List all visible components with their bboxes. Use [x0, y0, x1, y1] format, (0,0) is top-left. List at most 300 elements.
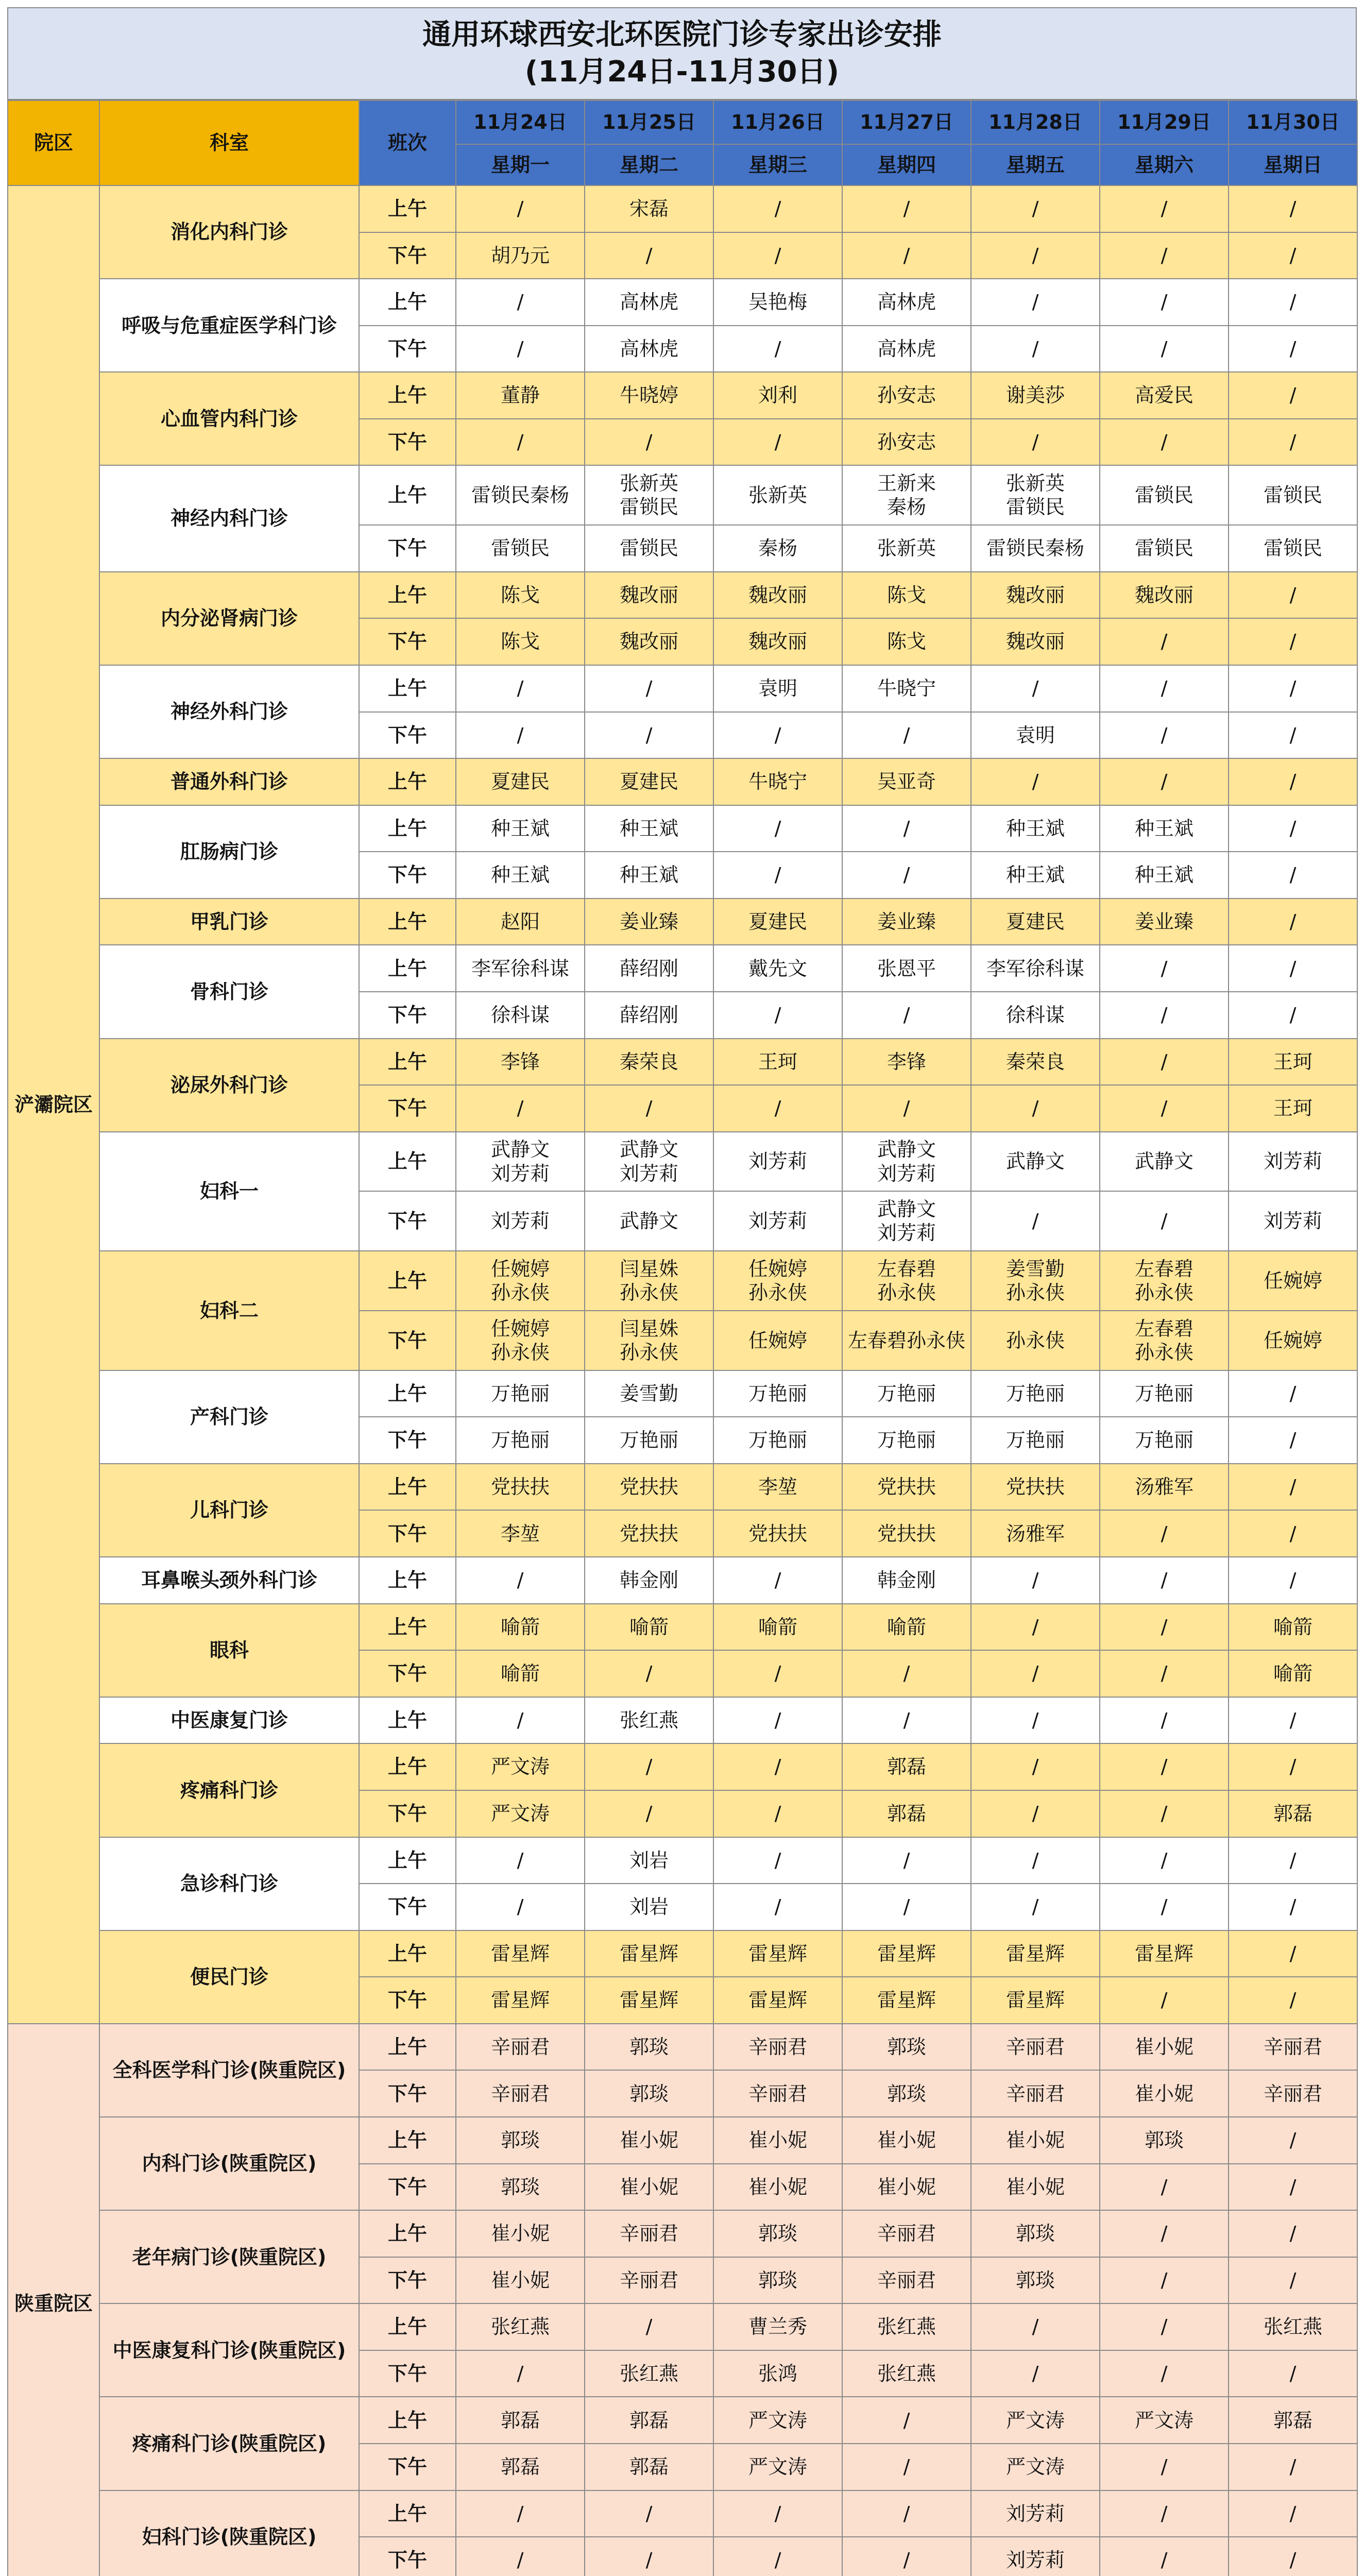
doctor-cell: /	[1100, 712, 1229, 759]
doctor-cell: /	[713, 185, 842, 232]
department-cell: 神经外科门诊	[99, 665, 359, 758]
shift-cell: 上午	[359, 1039, 456, 1086]
doctor-name-line: 孙永侠	[490, 1281, 550, 1304]
doctor-cell: 汤雅军	[1100, 1464, 1229, 1511]
doctor-cell: /	[1229, 805, 1357, 852]
doctor-cell: 王珂	[1229, 1085, 1357, 1132]
doctor-cell: 雷星辉	[585, 1930, 713, 1977]
doctor-cell: 严文涛	[713, 2444, 842, 2490]
doctor-cell: /	[456, 1085, 585, 1132]
doctor-cell: 郭琰	[713, 2210, 842, 2257]
doctor-cell: /	[842, 232, 971, 279]
shift-cell: 下午	[359, 1510, 456, 1557]
doctor-cell: 雷锁民	[1100, 525, 1229, 572]
header-weekday: 星期日	[1229, 144, 1357, 185]
doctor-cell: 雷星辉	[971, 1930, 1100, 1977]
doctor-cell: /	[1100, 2210, 1229, 2257]
doctor-cell: 王珂	[1229, 1039, 1357, 1086]
doctor-cell: /	[1100, 1884, 1229, 1930]
schedule-row	[8, 805, 1357, 852]
doctor-name-line: 左春碧	[1134, 1257, 1194, 1280]
doctor-cell	[842, 1191, 971, 1251]
doctor-cell: 喻箭	[713, 1604, 842, 1651]
doctor-cell: 袁明	[713, 665, 842, 712]
doctor-cell: /	[1229, 2350, 1357, 2397]
department-cell: 消化内科门诊	[99, 185, 359, 279]
doctor-cell: 喻箭	[456, 1650, 585, 1697]
department-cell: 心血管内科门诊	[99, 372, 359, 465]
doctor-cell: /	[1100, 185, 1229, 232]
shift-cell: 下午	[359, 232, 456, 279]
doctor-cell: 雷星辉	[842, 1930, 971, 1977]
doctor-name-line: 孙永侠	[1134, 1341, 1194, 1364]
doctor-cell	[842, 465, 971, 525]
doctor-cell: /	[971, 1085, 1100, 1132]
doctor-cell: 种王斌	[971, 805, 1100, 852]
doctor-cell: 秦荣良	[971, 1039, 1100, 1086]
campus-char: 浐	[14, 1093, 34, 1116]
doctor-cell: 李堃	[456, 1510, 585, 1557]
doctor-cell: 李军徐科谋	[971, 945, 1100, 992]
schedule-row	[8, 2397, 1357, 2444]
doctor-cell: 郭磊	[1229, 2397, 1357, 2444]
doctor-cell: 高林虎	[842, 279, 971, 326]
doctor-cell: 辛丽君	[971, 2070, 1100, 2117]
header-weekday: 星期三	[713, 144, 842, 185]
doctor-cell: 刘芳莉	[713, 1191, 842, 1251]
doctor-name-line: 王新来	[877, 471, 936, 495]
doctor-cell: 吴亚奇	[842, 758, 971, 805]
doctor-cell: 高林虎	[842, 326, 971, 372]
doctor-cell: /	[842, 992, 971, 1039]
campus-char: 灞	[33, 1093, 54, 1116]
doctor-name-line: 姜雪勤	[1005, 1257, 1065, 1280]
doctor-cell: 任婉婷	[1229, 1311, 1357, 1370]
doctor-cell: 陈戈	[456, 572, 585, 619]
doctor-cell: 谢美莎	[971, 372, 1100, 419]
doctor-cell: 王珂	[713, 1039, 842, 1086]
doctor-cell: /	[971, 2350, 1100, 2397]
header-date: 11月28日	[971, 100, 1100, 144]
doctor-cell: 万艳丽	[585, 1417, 713, 1464]
shift-cell: 下午	[359, 1977, 456, 2024]
doctor-cell: /	[1100, 945, 1229, 992]
doctor-name-line: 任婉婷	[490, 1257, 550, 1280]
doctor-cell: 郭琰	[1100, 2117, 1229, 2164]
doctor-cell: /	[456, 2350, 585, 2397]
doctor-cell: 姜业臻	[842, 899, 971, 945]
doctor-name-line: 刘芳莉	[877, 1162, 936, 1185]
campus-char: 院	[54, 1093, 74, 1116]
header-weekday: 星期五	[971, 144, 1100, 185]
schedule-row	[8, 1604, 1357, 1651]
schedule-row	[8, 2117, 1357, 2164]
department-cell: 肛肠病门诊	[99, 805, 359, 899]
header-weekday: 星期二	[585, 144, 713, 185]
doctor-cell: /	[971, 1743, 1100, 1790]
doctor-cell: /	[585, 2303, 713, 2350]
doctor-cell: 喻箭	[456, 1604, 585, 1651]
doctor-cell: /	[842, 185, 971, 232]
department-cell: 老年病门诊(陕重院区)	[99, 2210, 359, 2303]
doctor-cell: 韩金刚	[585, 1557, 713, 1604]
doctor-cell: /	[1229, 1930, 1357, 1977]
doctor-cell: /	[1229, 712, 1357, 759]
department-cell: 眼科	[99, 1604, 359, 1697]
doctor-cell	[585, 1132, 713, 1192]
campus-char: 重	[33, 2292, 54, 2315]
doctor-cell: 党扶扶	[842, 1464, 971, 1511]
doctor-cell: /	[1100, 992, 1229, 1039]
doctor-cell: 郭琰	[713, 2257, 842, 2304]
doctor-name-line: 武静文	[877, 1198, 936, 1221]
doctor-cell: 崔小妮	[971, 2117, 1100, 2164]
header-shift: 班次	[359, 100, 456, 185]
doctor-cell: /	[1100, 2490, 1229, 2537]
header-date: 11月30日	[1229, 100, 1357, 144]
doctor-cell: 吴艳梅	[713, 279, 842, 326]
department-cell: 儿科门诊	[99, 1464, 359, 1557]
doctor-cell: 魏改丽	[713, 618, 842, 665]
doctor-cell: /	[1229, 2490, 1357, 2537]
doctor-cell: 辛丽君	[585, 2257, 713, 2304]
schedule-row	[8, 465, 1357, 525]
doctor-cell: /	[456, 2490, 585, 2537]
doctor-cell: 崔小妮	[456, 2210, 585, 2257]
doctor-cell: 郭琰	[971, 2210, 1100, 2257]
doctor-cell	[971, 465, 1100, 525]
shift-cell: 上午	[359, 1557, 456, 1604]
department-cell: 耳鼻喉头颈外科门诊	[99, 1557, 359, 1604]
doctor-cell: /	[585, 712, 713, 759]
schedule-row	[8, 1557, 1357, 1604]
doctor-cell: 曹兰秀	[713, 2303, 842, 2350]
doctor-cell: /	[456, 279, 585, 326]
doctor-cell: 张鸿	[713, 2350, 842, 2397]
doctor-cell: /	[842, 1837, 971, 1884]
doctor-cell: /	[456, 2537, 585, 2576]
doctor-cell	[1100, 1251, 1229, 1311]
shift-cell: 上午	[359, 1251, 456, 1311]
schedule-row	[8, 372, 1357, 419]
schedule-row	[8, 758, 1357, 805]
doctor-cell: /	[971, 1650, 1100, 1697]
doctor-cell: 薛绍刚	[585, 992, 713, 1039]
doctor-cell: /	[1100, 1085, 1229, 1132]
doctor-cell: 魏改丽	[971, 618, 1100, 665]
shift-cell: 下午	[359, 1417, 456, 1464]
doctor-cell: /	[1229, 232, 1357, 279]
schedule-row	[8, 1837, 1357, 1884]
doctor-cell: 牛晓婷	[585, 372, 713, 419]
doctor-cell: 郭磊	[842, 1790, 971, 1837]
doctor-cell: 姜业臻	[1100, 899, 1229, 945]
doctor-cell: 万艳丽	[456, 1417, 585, 1464]
shift-cell: 上午	[359, 2210, 456, 2257]
doctor-cell: 严文涛	[971, 2397, 1100, 2444]
doctor-cell: 张红燕	[456, 2303, 585, 2350]
doctor-cell: 李堃	[713, 1464, 842, 1511]
doctor-cell: /	[1100, 2444, 1229, 2490]
doctor-name-line: 武静文	[490, 1138, 550, 1161]
doctor-cell: /	[842, 1650, 971, 1697]
header-weekday: 星期四	[842, 144, 971, 185]
doctor-cell: /	[1100, 326, 1229, 372]
doctor-cell: 雷锁民	[1229, 465, 1357, 525]
doctor-cell	[585, 1311, 713, 1370]
doctor-cell: 严文涛	[456, 1743, 585, 1790]
shift-cell: 下午	[359, 852, 456, 899]
header-weekday: 星期一	[456, 144, 585, 185]
doctor-cell: 牛晓宁	[713, 758, 842, 805]
doctor-cell: 刘芳莉	[456, 1191, 585, 1251]
doctor-cell: /	[971, 1884, 1100, 1930]
doctor-name-line: 刘芳莉	[490, 1162, 550, 1185]
campus-char: 陕	[14, 2292, 34, 2315]
doctor-cell: /	[971, 758, 1100, 805]
doctor-cell: /	[1229, 2257, 1357, 2304]
doctor-cell: 郭磊	[456, 2397, 585, 2444]
doctor-cell: 万艳丽	[456, 1370, 585, 1417]
schedule-row	[8, 1743, 1357, 1790]
shift-cell: 下午	[359, 1191, 456, 1251]
shift-cell: 上午	[359, 1370, 456, 1417]
doctor-cell: /	[1100, 1191, 1229, 1251]
doctor-cell: 夏建民	[456, 758, 585, 805]
doctor-cell: /	[971, 1557, 1100, 1604]
doctor-cell: /	[1229, 945, 1357, 992]
doctor-cell: 郭琰	[456, 2164, 585, 2211]
doctor-cell: /	[1229, 572, 1357, 619]
doctor-cell: /	[971, 419, 1100, 466]
doctor-cell: 张红燕	[842, 2303, 971, 2350]
doctor-cell: /	[1229, 852, 1357, 899]
shift-cell: 上午	[359, 758, 456, 805]
department-cell: 妇科一	[99, 1132, 359, 1251]
shift-cell: 下午	[359, 992, 456, 1039]
doctor-cell: /	[1229, 1837, 1357, 1884]
doctor-name-line: 雷锁民	[619, 496, 678, 519]
doctor-name-line: 孙永侠	[877, 1281, 936, 1304]
shift-cell: 上午	[359, 665, 456, 712]
doctor-cell: 张红燕	[585, 1697, 713, 1744]
shift-cell: 下午	[359, 326, 456, 372]
doctor-name-line: 张新英	[1005, 471, 1065, 495]
doctor-cell: /	[456, 712, 585, 759]
doctor-cell: 万艳丽	[971, 1417, 1100, 1464]
doctor-cell: 刘芳莉	[971, 2537, 1100, 2576]
doctor-cell: /	[585, 665, 713, 712]
shift-cell: 下午	[359, 1650, 456, 1697]
shift-cell: 下午	[359, 1311, 456, 1370]
schedule-row	[8, 1697, 1357, 1744]
department-cell: 妇科二	[99, 1251, 359, 1370]
shift-cell: 上午	[359, 899, 456, 945]
department-cell: 中医康复科门诊(陕重院区)	[99, 2303, 359, 2397]
doctor-cell: 刘芳莉	[1229, 1132, 1357, 1192]
campus-char: 院	[54, 2292, 74, 2315]
doctor-cell: 胡乃元	[456, 232, 585, 279]
doctor-cell: /	[1100, 758, 1229, 805]
department-cell: 全科医学科门诊(陕重院区)	[99, 2024, 359, 2117]
header-date: 11月29日	[1100, 100, 1229, 144]
doctor-cell: 雷锁民秦杨	[971, 525, 1100, 572]
doctor-cell: /	[713, 1837, 842, 1884]
header-date: 11月24日	[456, 100, 585, 144]
shift-cell: 下午	[359, 1884, 456, 1930]
shift-cell: 下午	[359, 1085, 456, 1132]
doctor-cell: 雷星辉	[713, 1977, 842, 2024]
doctor-cell: 种王斌	[585, 805, 713, 852]
doctor-cell: /	[1229, 372, 1357, 419]
doctor-name-line: 任婉婷	[490, 1317, 550, 1340]
doctor-cell: /	[1100, 665, 1229, 712]
doctor-cell: 张红燕	[1229, 2303, 1357, 2350]
doctor-cell: /	[842, 712, 971, 759]
doctor-cell: 夏建民	[585, 758, 713, 805]
doctor-cell: 韩金刚	[842, 1557, 971, 1604]
doctor-cell	[456, 1251, 585, 1311]
doctor-cell: 郭磊	[456, 2444, 585, 2490]
shift-cell: 上午	[359, 805, 456, 852]
department-cell: 呼吸与危重症医学科门诊	[99, 279, 359, 372]
doctor-cell: /	[842, 1884, 971, 1930]
doctor-cell: 种王斌	[1100, 805, 1229, 852]
doctor-cell: 夏建民	[971, 899, 1100, 945]
doctor-name-line: 张新英	[619, 471, 678, 495]
doctor-cell: /	[1100, 1790, 1229, 1837]
doctor-cell: 董静	[456, 372, 585, 419]
doctor-cell: /	[456, 665, 585, 712]
doctor-name-line: 闫星姝	[619, 1257, 678, 1280]
doctor-cell: 郭磊	[585, 2397, 713, 2444]
title-line-1: 通用环球西安北环医院门诊专家出诊安排	[422, 18, 942, 52]
shift-cell: 上午	[359, 1697, 456, 1744]
doctor-cell: 雷星辉	[456, 1930, 585, 1977]
doctor-cell: /	[1229, 279, 1357, 326]
doctor-cell: 高林虎	[585, 279, 713, 326]
doctor-cell: /	[713, 992, 842, 1039]
doctor-name-line: 左春碧	[1134, 1317, 1194, 1340]
doctor-cell: 张新英	[713, 465, 842, 525]
doctor-cell: 种王斌	[456, 805, 585, 852]
doctor-cell: /	[713, 1884, 842, 1930]
doctor-name-line: 孙永侠	[1134, 1281, 1194, 1304]
doctor-cell: 李锋	[456, 1039, 585, 1086]
shift-cell: 上午	[359, 1604, 456, 1651]
shift-cell: 下午	[359, 2070, 456, 2117]
doctor-cell: 武静文	[1100, 1132, 1229, 1192]
doctor-cell: /	[456, 1557, 585, 1604]
header-date: 11月27日	[842, 100, 971, 144]
doctor-cell: 崔小妮	[713, 2164, 842, 2211]
schedule-table	[7, 100, 1358, 2576]
doctor-cell: 辛丽君	[1229, 2024, 1357, 2071]
doctor-cell	[842, 1251, 971, 1311]
doctor-cell: 种王斌	[456, 852, 585, 899]
doctor-cell: 雷星辉	[456, 1977, 585, 2024]
doctor-cell: /	[1100, 1650, 1229, 1697]
campus-char: 区	[73, 1093, 93, 1116]
shift-cell: 下午	[359, 1790, 456, 1837]
shift-cell: 上午	[359, 2303, 456, 2350]
schedule-row	[8, 2024, 1357, 2071]
doctor-cell: /	[456, 1837, 585, 1884]
campus-char: 区	[73, 2292, 93, 2315]
doctor-cell: 辛丽君	[456, 2070, 585, 2117]
doctor-cell: 雷锁民	[1100, 465, 1229, 525]
doctor-cell: 左春碧孙永侠	[842, 1311, 971, 1370]
doctor-cell: 张红燕	[585, 2350, 713, 2397]
schedule-row	[8, 1039, 1357, 1086]
doctor-cell: 郭琰	[971, 2257, 1100, 2304]
shift-cell: 上午	[359, 279, 456, 326]
doctor-cell: 陈戈	[842, 618, 971, 665]
doctor-cell: /	[1229, 1370, 1357, 1417]
doctor-name-line: 左春碧	[877, 1257, 936, 1280]
doctor-cell	[1100, 1311, 1229, 1370]
doctor-cell: /	[456, 419, 585, 466]
shift-cell: 上午	[359, 1930, 456, 1977]
doctor-cell: 种王斌	[971, 852, 1100, 899]
doctor-cell: 武静文	[971, 1132, 1100, 1192]
doctor-cell: 辛丽君	[713, 2070, 842, 2117]
doctor-cell: 魏改丽	[713, 572, 842, 619]
doctor-cell: 雷星辉	[842, 1977, 971, 2024]
doctor-cell: /	[713, 712, 842, 759]
doctor-cell: /	[1100, 2350, 1229, 2397]
doctor-cell: 雷锁民秦杨	[456, 465, 585, 525]
shift-cell: 上午	[359, 2024, 456, 2071]
shift-cell: 下午	[359, 2537, 456, 2576]
schedule-title	[7, 7, 1357, 100]
department-cell: 急诊科门诊	[99, 1837, 359, 1930]
doctor-cell: 汤雅军	[971, 1510, 1100, 1557]
doctor-name-line: 孙永侠	[619, 1281, 678, 1304]
doctor-cell: 种王斌	[585, 852, 713, 899]
campus-cell	[8, 185, 99, 2024]
doctor-cell: 喻箭	[1229, 1604, 1357, 1651]
header-date: 11月25日	[585, 100, 713, 144]
shift-cell: 上午	[359, 1132, 456, 1192]
doctor-cell: 秦荣良	[585, 1039, 713, 1086]
shift-cell: 上午	[359, 185, 456, 232]
shift-cell: 上午	[359, 2490, 456, 2537]
doctor-cell: 郭琰	[842, 2024, 971, 2071]
header-weekday: 星期六	[1100, 144, 1229, 185]
shift-cell: 下午	[359, 2444, 456, 2490]
doctor-cell: 郭琰	[456, 2117, 585, 2164]
doctor-cell: 党扶扶	[585, 1464, 713, 1511]
department-cell: 内分泌肾病门诊	[99, 572, 359, 665]
doctor-cell: /	[971, 326, 1100, 372]
doctor-cell: 任婉婷	[713, 1311, 842, 1370]
shift-cell: 上午	[359, 945, 456, 992]
shift-cell: 上午	[359, 1837, 456, 1884]
department-cell: 泌尿外科门诊	[99, 1039, 359, 1132]
doctor-cell: 孙安志	[842, 419, 971, 466]
department-cell: 便民门诊	[99, 1930, 359, 2024]
doctor-cell: 辛丽君	[456, 2024, 585, 2071]
doctor-cell: /	[971, 665, 1100, 712]
doctor-cell: 雷锁民	[456, 525, 585, 572]
department-cell: 妇科门诊(陕重院区)	[99, 2490, 359, 2576]
doctor-cell: 万艳丽	[713, 1417, 842, 1464]
shift-cell: 下午	[359, 525, 456, 572]
doctor-cell: 崔小妮	[842, 2164, 971, 2211]
shift-cell: 下午	[359, 2164, 456, 2211]
doctor-cell: /	[585, 232, 713, 279]
